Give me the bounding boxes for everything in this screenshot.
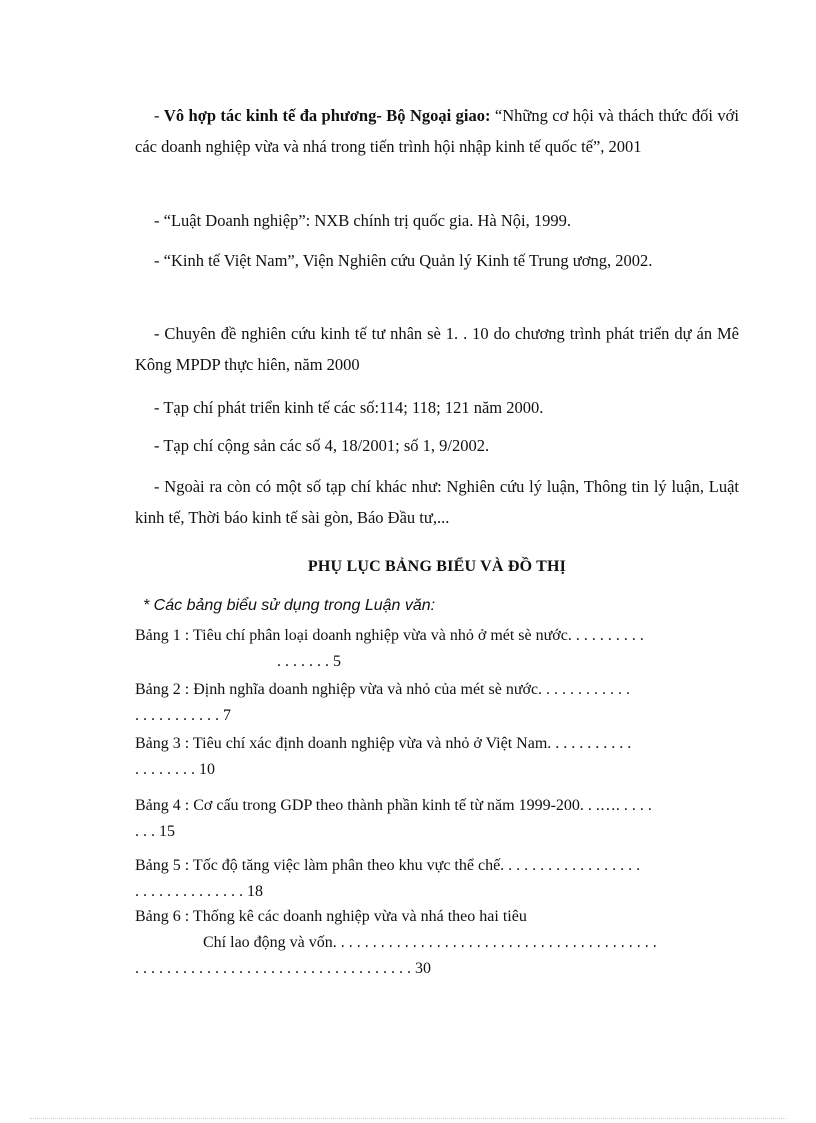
table-entry-title: Bảng 4 : Cơ cấu trong GDP theo thành phần kinh tế từ năm 1999-200. . .…. . . . . [135,797,652,814]
reference-text: - Tạp chí phát triển kinh tế các số:114; 118; 121 năm 2000. [154,398,544,417]
reference-item [135,318,739,380]
reference-text: - Ngoài ra còn có một số tạp chí khác như: Nghiên cứu lý luận, Thông tin lý luận, Luật kinh tế, Thời báo kinh tế sài gòn, Báo Đầu tư,... [135,477,739,527]
table-list-item [135,731,739,783]
reference-text: - “Kinh tế Việt Nam”, Viện Nghiên cứu Quản lý Kinh tế Trung ương, 2002. [154,251,653,270]
reference-title: “Những cơ hội và thách thức đối với các doanh nghiệp vừa và nhá trong tiến trình hội nhập kinh tế quốc tế”, 2001 [135,106,739,156]
reference-text: - Chuyên đề nghiên cứu kinh tế tư nhân sè 1. . 10 do chương trình phát triển dự án Mê Kông MPDP thực hiên, năm 2000 [135,324,739,374]
reference-item [135,430,739,461]
reference-item [135,245,739,276]
table-entry-continuation: Chí lao động và vốn. . . . . . . . . . . . . . . . . . . . . . . . . . . . . . . . . . . . . . . . . [203,934,657,951]
table-entry-title: Bảng 3 : Tiêu chí xác định doanh nghiệp vừa và nhỏ ở Việt Nam. . . . . . . . . . . [135,735,632,752]
table-list-item [135,677,739,729]
table-list-item [135,904,739,982]
table-entry-page: . . . 15 [135,823,175,840]
reference-item [135,471,739,533]
reference-publisher: Bộ Ngoại giao: [386,106,491,125]
reference-text: - Tạp chí cộng sản các số 4, 18/2001; số 1, 9/2002. [154,436,490,455]
page-bottom-divider [30,1118,786,1119]
reference-separator: - [376,106,387,125]
table-list-item [135,793,739,845]
table-list-item [135,623,739,675]
table-entry-page: . . . . . . . . . . . . . . . . . . . . . . . . . . . . . . . . . . . 30 [135,960,431,977]
reference-text: - Vô hợp tác kinh tế đa phương- Bộ Ngoại giao: “Những cơ hội và thách thức đối với các doanh nghiệp vừa và nhá trong tiến trình hội nhập kinh tế quốc tế”, 2001 [135,106,739,156]
reference-item [135,100,739,162]
appendix-subtitle: * Các bảng biểu sử dụng trong Luận văn: [143,597,436,614]
table-entry-title: Bảng 2 : Định nghĩa doanh nghiệp vừa và nhỏ của mét sè nước. . . . . . . . . . . . [135,681,631,698]
table-entry-page: . . . . . . . 5 [277,653,341,670]
table-entry-page: . . . . . . . . . . . . . . 18 [135,883,263,900]
table-entry-page: . . . . . . . . 10 [135,761,215,778]
table-entry-page: . . . . . . . . . . . 7 [135,707,231,724]
table-entry-title: Bảng 1 : Tiêu chí phân loại doanh nghiệp vừa và nhỏ ở mét sè nước. . . . . . . . . . [135,627,644,644]
reference-item [135,205,739,236]
reference-text: - “Luật Doanh nghiệp”: NXB chính trị quốc gia. Hà Nội, 1999. [154,211,571,230]
table-entry-title: Bảng 5 : Tốc độ tăng việc làm phân theo khu vực thể chế. . . . . . . . . . . . . . . . . . [135,857,641,874]
table-list-item [135,853,739,905]
table-entry-title: Bảng 6 : Thống kê các doanh nghiệp vừa và nhá theo hai tiêu [135,908,527,925]
appendix-title: PHỤ LỤC BẢNG BIỂU VÀ ĐỒ THỊ [307,558,567,575]
reference-author: Vô hợp tác kinh tế đa phương [163,106,377,125]
reference-item [135,392,739,423]
